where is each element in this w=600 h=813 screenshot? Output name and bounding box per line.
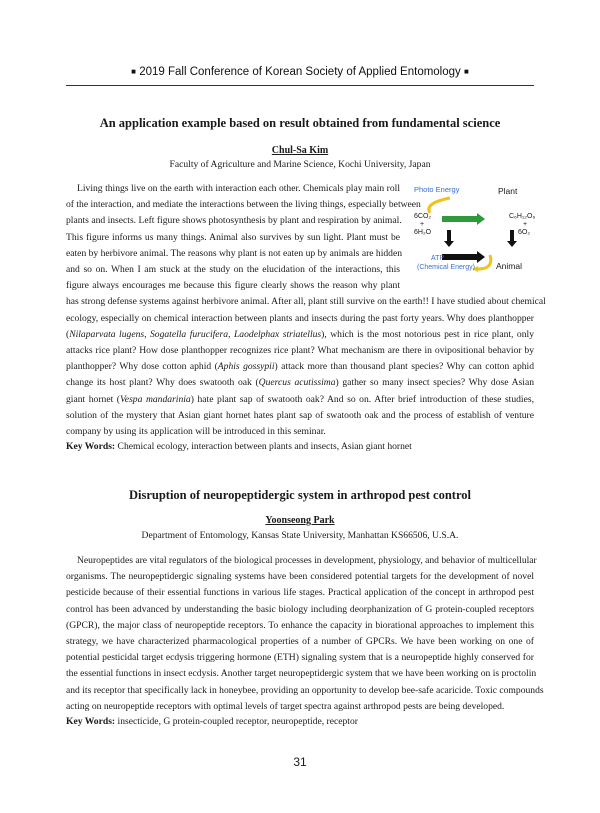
- line-text: ) attack more than thousand plant species? Why can cotton aphid: [274, 361, 534, 373]
- conference-title: 2019 Fall Conference of Korean Society of Applied Entomology: [139, 66, 461, 78]
- chemical-energy-label: (Chemical Energy): [417, 264, 475, 271]
- abstract-line: and its receptor that specifically lack in honeybee, providing an opportunity to develop bee-safe acaricide. Toxic compounds: [66, 684, 544, 696]
- square-marker-icon: ■: [463, 67, 469, 76]
- keywords-label: Key Words:: [66, 441, 116, 452]
- abstract-line: solution of the mystery that Asian giant hornet hates plant sap of swatooth oak and the process of establish of venture: [66, 409, 534, 421]
- line-text: change its host plant? Why does swatooth oak (: [66, 377, 259, 389]
- abstract-line: Neuropeptides are vital regulators of the biological processes in development, physiology, and behavior of multicellular: [77, 555, 537, 566]
- abstract-line: the essential functions in insect ecdysis. Another target neuropeptidergic system that we have been working on is proctolin: [66, 668, 537, 680]
- abstract-line: [66, 394, 534, 406]
- keywords-label: Key Words:: [66, 716, 116, 727]
- abstract-line: attacks rice plant? How dose planthopper recognizes rice plant? What mechanism are there in ovipositional behavior by: [66, 345, 534, 356]
- abstract-line: and so on. When I am stuck at the study on the elucidation of the interactions, this: [66, 264, 400, 275]
- line-text: (: [66, 328, 70, 340]
- animal-label: Animal: [496, 261, 522, 271]
- keywords-text: insecticide, G protein-coupled receptor, neuropeptide, receptor: [117, 716, 358, 727]
- abstract-line: (GPCR), the major class of neuropeptide receptors. To enhance the capacity in biorational approaches to implement this: [66, 619, 534, 631]
- line-text: giant hornet (: [66, 393, 121, 405]
- photosynthesis-figure: [412, 183, 542, 278]
- abstract-line: ecology, especially on chemical interaction between plants and insects during the past forty years. Why does planthopper: [66, 312, 534, 324]
- abstract-line: has strong defense systems against herbivore animal. After all, plant still survive on the earth!! I have studied about chemical: [66, 296, 546, 308]
- plant-label: Plant: [498, 186, 518, 196]
- line-text: ) hate plant sap of swatooth oak? And so on. After brief introduction of these studies,: [190, 393, 534, 405]
- o2-label: 6O₂: [518, 229, 531, 236]
- abstract-line: pesticide because of their essential functions in various life stages. Practical application of the concept in arthropod pest: [66, 587, 534, 599]
- article1-affiliation: Faculty of Agriculture and Marine Science, Kochi University, Japan: [169, 159, 431, 170]
- abstract-line: of the interaction, and mediate the interactions between the living things, especially between: [66, 199, 421, 211]
- conference-header: [0, 66, 600, 78]
- species-name: Aphis gossypii: [217, 361, 275, 373]
- abstract-line: company by using its application will be introduced in this seminar.: [66, 426, 326, 437]
- page-number: 31: [293, 755, 307, 769]
- article2-affiliation: Department of Entomology, Kansas State University, Manhattan KS66506, U.S.A.: [141, 530, 459, 541]
- line-text: ), which is the most notorious pest in rice plant, only: [321, 328, 534, 340]
- species-name: Nilaparvata lugens, Sogatella furucifera, Laodelphax striatellus: [69, 328, 322, 340]
- abstract-line: [66, 377, 534, 389]
- header-rule: [66, 85, 534, 86]
- plus-right: +: [523, 221, 528, 228]
- line-text: planthopper? Why dose cotton aphid (: [66, 361, 218, 373]
- h2o-label: 6H₂O: [414, 229, 432, 236]
- abstract-line: strategy, we have characterized pharmacological properties of a number of GPCRs. We have been working on one of: [66, 636, 534, 647]
- line-text: ) gather so many insect species? Why dose Asian: [335, 377, 534, 389]
- abstract-line: organisms. The neuropeptidergic signaling systems have been considered potential targets for the development of novel: [66, 571, 534, 583]
- plus-left: +: [420, 221, 425, 228]
- abstract-line: This figure informs us many things. Animal also survives by sun light. Plant must be: [66, 231, 400, 243]
- co2-label: 6CO₂: [414, 213, 432, 220]
- abstract-line: acting on neuropeptide receptors with optimal levels of target spectra against arthropod pests are being developed.: [66, 700, 505, 712]
- square-marker-icon: ■: [131, 67, 137, 76]
- keywords-text: Chemical ecology, interaction between plants and insects, Asian giant hornet: [117, 441, 412, 452]
- species-name: Vespa mandarinia: [120, 393, 191, 405]
- glucose-label: C₆H₁₂O₆: [509, 213, 536, 220]
- atp-label: ATP: [431, 255, 445, 262]
- article1-keywords: [66, 441, 412, 452]
- article2-keywords: [66, 716, 358, 727]
- species-name: Quercus acutissima: [258, 377, 336, 389]
- abstract-line: plants and insects. Left figure shows photosynthesis by plant and respiration by animal.: [66, 215, 402, 227]
- article2-author: Yoonseong Park: [265, 515, 335, 526]
- article1-title: An application example based on result obtained from fundamental science: [99, 116, 501, 130]
- abstract-line: figure always encourages me because this figure clearly shows the reason why plant: [66, 280, 400, 292]
- abstract-line: Living things live on the earth with interaction each other. Chemicals play main roll: [77, 183, 400, 194]
- article1-author: Chul-Sa Kim: [271, 145, 329, 156]
- abstract-line: potential pesticidal target ecdysis triggering hormone (ETH) signaling system that is a neuropeptide highly conserved for: [66, 652, 534, 664]
- abstract-line: [66, 361, 534, 373]
- photo-energy-label: Photo Energy: [414, 185, 460, 194]
- abstract-line: eaten by herbivore animal. The reasons why plant is not eaten up by animals are hidden: [66, 247, 403, 259]
- article2-title: Disruption of neuropeptidergic system in arthropod pest control: [128, 488, 472, 502]
- abstract-line: [66, 329, 534, 341]
- abstract-line: control has been advanced by understanding the basic biology including deorphanization of G protein-coupled receptors: [66, 603, 534, 615]
